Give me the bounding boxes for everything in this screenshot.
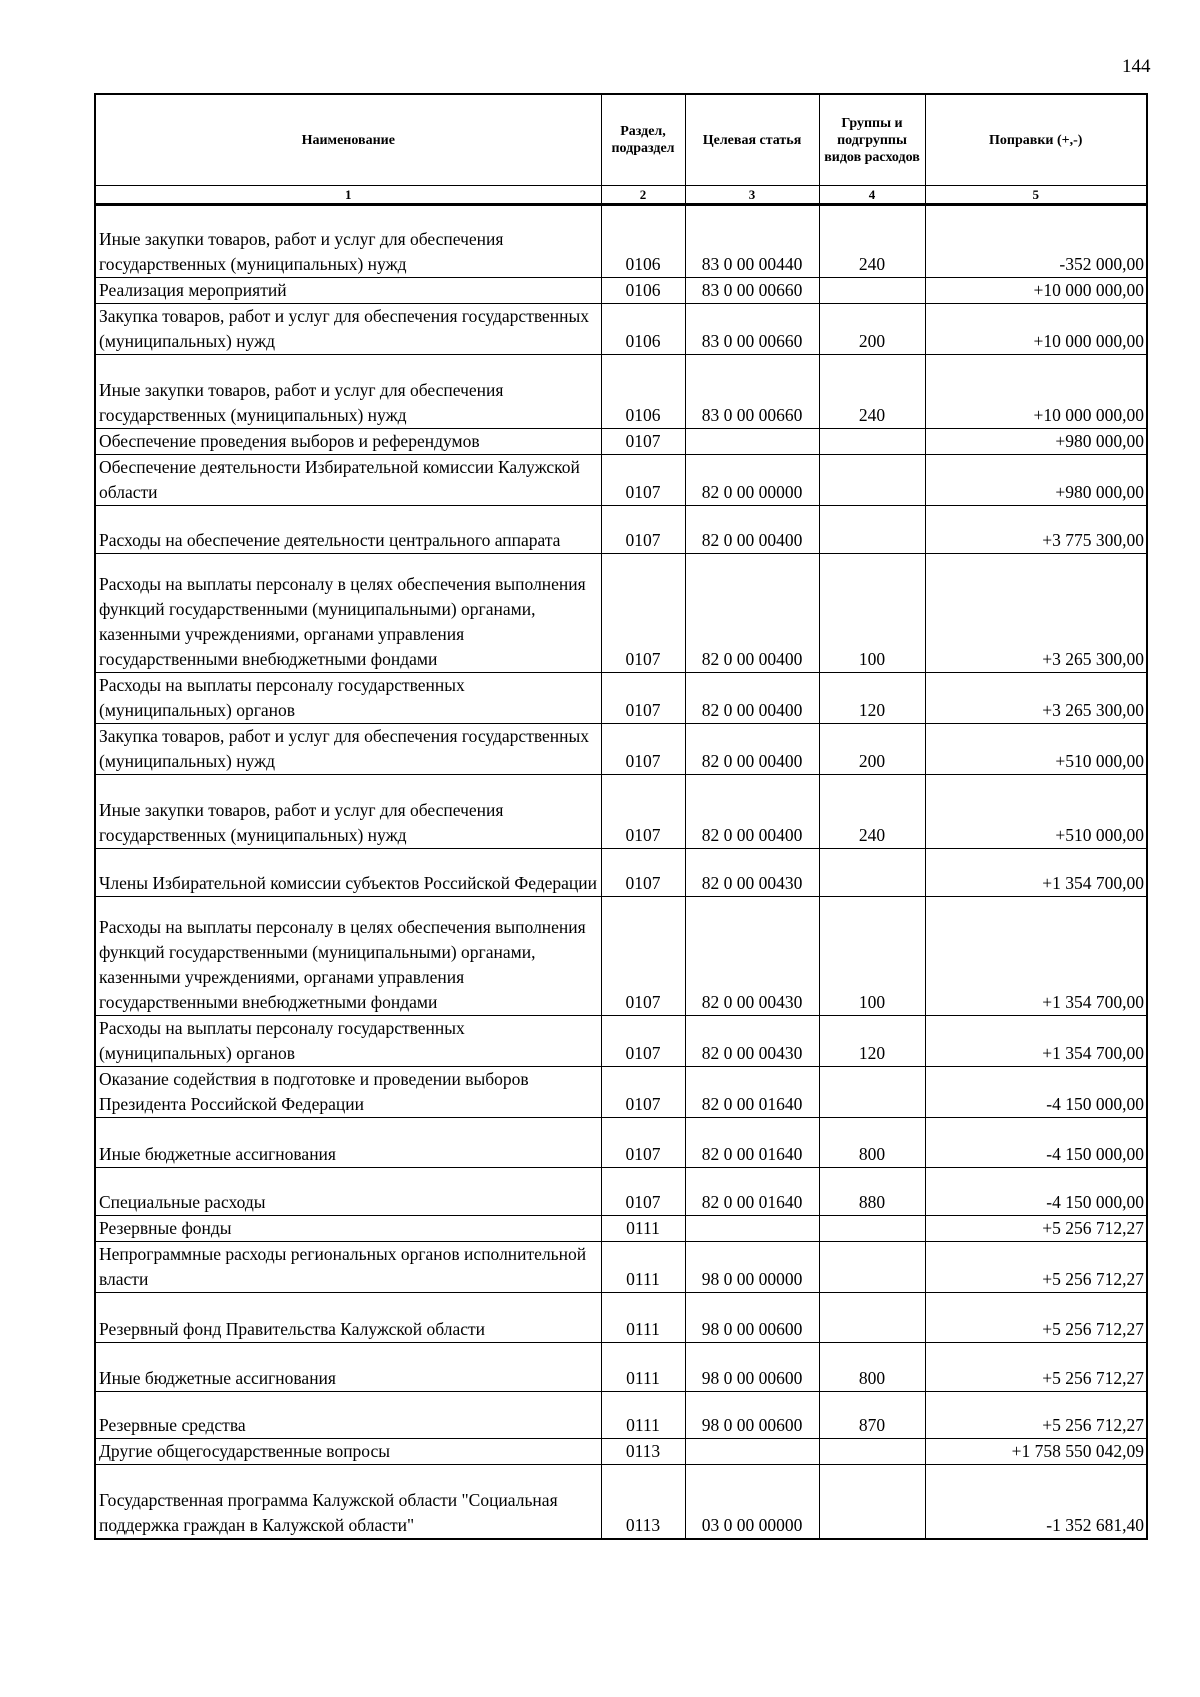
row-expense-group [819,506,925,554]
row-name: Резервные средства [95,1392,601,1439]
row-expense-group: 100 [819,554,925,673]
table-row [95,1343,1147,1392]
table-row [95,1392,1147,1439]
row-name: Иные бюджетные ассигнования [95,1118,601,1168]
table-row [95,724,1147,775]
row-expense-group: 240 [819,775,925,849]
row-expense-group: 240 [819,205,925,278]
row-amount: -4 150 000,00 [925,1168,1147,1216]
table-row [95,506,1147,554]
row-target-article: 82 0 00 00430 [685,897,819,1016]
row-expense-group: 800 [819,1118,925,1168]
row-amount: +5 256 712,27 [925,1216,1147,1242]
row-target-article: 83 0 00 00660 [685,278,819,304]
table-row [95,1067,1147,1118]
row-amount: +1 354 700,00 [925,897,1147,1016]
row-name: Обеспечение проведения выборов и референдумов [95,429,601,455]
row-expense-group: 120 [819,1016,925,1067]
row-section: 0107 [601,849,685,897]
row-expense-group: 870 [819,1392,925,1439]
row-target-article: 98 0 00 00600 [685,1343,819,1392]
header-number-4: 4 [819,186,925,205]
row-target-article: 82 0 00 00000 [685,455,819,506]
row-name: Другие общегосударственные вопросы [95,1439,601,1465]
row-expense-group [819,849,925,897]
row-section: 0107 [601,1016,685,1067]
row-amount: +1 758 550 042,09 [925,1439,1147,1465]
table-row [95,1293,1147,1343]
row-name: Расходы на выплаты персоналу государственных (муниципальных) органов [95,1016,601,1067]
row-expense-group: 200 [819,304,925,355]
row-section: 0106 [601,304,685,355]
row-expense-group [819,429,925,455]
row-target-article: 82 0 00 00430 [685,849,819,897]
row-target-article: 83 0 00 00660 [685,355,819,429]
row-amount: +3 775 300,00 [925,506,1147,554]
row-expense-group: 880 [819,1168,925,1216]
row-target-article: 82 0 00 00400 [685,673,819,724]
row-expense-group [819,1439,925,1465]
table-row [95,1465,1147,1539]
row-section: 0107 [601,897,685,1016]
row-name: Специальные расходы [95,1168,601,1216]
row-section: 0113 [601,1465,685,1539]
header-amendments: Поправки (+,-) [925,94,1147,186]
row-expense-group: 100 [819,897,925,1016]
row-amount: -4 150 000,00 [925,1118,1147,1168]
row-name: Иные закупки товаров, работ и услуг для обеспечения государственных (муниципальных) нужд [95,205,601,278]
row-section: 0106 [601,205,685,278]
row-section: 0107 [601,724,685,775]
row-target-article: 82 0 00 01640 [685,1067,819,1118]
row-name: Иные закупки товаров, работ и услуг для обеспечения государственных (муниципальных) нужд [95,355,601,429]
header-target-article: Целевая статья [685,94,819,186]
table-body [95,205,1147,1539]
row-amount: +510 000,00 [925,775,1147,849]
table-row [95,355,1147,429]
row-target-article: 82 0 00 00400 [685,724,819,775]
row-name: Непрограммные расходы региональных органов исполнительной власти [95,1242,601,1293]
table-row [95,897,1147,1016]
row-name: Расходы на выплаты персоналу в целях обеспечения выполнения функций государственными (муниципальными) органами, казенными учреждениями, органами управления государственными внебюджетными фондами [95,897,601,1016]
row-section: 0107 [601,775,685,849]
row-amount: +1 354 700,00 [925,1016,1147,1067]
row-section: 0107 [601,506,685,554]
table-row [95,1242,1147,1293]
row-expense-group [819,1216,925,1242]
row-amount: +10 000 000,00 [925,278,1147,304]
table-row [95,1439,1147,1465]
row-amount: +5 256 712,27 [925,1293,1147,1343]
budget-table [94,93,1148,1540]
row-expense-group [819,1293,925,1343]
row-name: Резервный фонд Правительства Калужской области [95,1293,601,1343]
header-number-3: 3 [685,186,819,205]
row-target-article: 82 0 00 00400 [685,775,819,849]
row-section: 0107 [601,1118,685,1168]
row-target-article: 03 0 00 00000 [685,1465,819,1539]
row-name: Закупка товаров, работ и услуг для обеспечения государственных (муниципальных) нужд [95,304,601,355]
row-name: Оказание содействия в подготовке и проведении выборов Президента Российской Федерации [95,1067,601,1118]
row-section: 0111 [601,1293,685,1343]
row-section: 0111 [601,1392,685,1439]
row-amount: +5 256 712,27 [925,1392,1147,1439]
row-target-article: 82 0 00 01640 [685,1168,819,1216]
row-expense-group [819,1465,925,1539]
row-target-article [685,1216,819,1242]
header-number-2: 2 [601,186,685,205]
row-expense-group: 240 [819,355,925,429]
row-target-article: 82 0 00 01640 [685,1118,819,1168]
page-number: 144 [1122,56,1151,77]
row-name: Резервные фонды [95,1216,601,1242]
row-section: 0107 [601,1067,685,1118]
row-section: 0107 [601,429,685,455]
row-target-article: 82 0 00 00430 [685,1016,819,1067]
row-target-article: 82 0 00 00400 [685,554,819,673]
row-expense-group: 120 [819,673,925,724]
row-target-article: 82 0 00 00400 [685,506,819,554]
row-name: Государственная программа Калужской области "Социальная поддержка граждан в Калужской области" [95,1465,601,1539]
row-amount: +3 265 300,00 [925,673,1147,724]
row-amount: +1 354 700,00 [925,849,1147,897]
row-amount: +3 265 300,00 [925,554,1147,673]
row-section: 0106 [601,355,685,429]
row-section: 0111 [601,1343,685,1392]
row-section: 0111 [601,1216,685,1242]
table-row [95,1216,1147,1242]
row-section: 0107 [601,673,685,724]
row-target-article: 83 0 00 00440 [685,205,819,278]
table-row [95,1168,1147,1216]
row-target-article: 98 0 00 00000 [685,1242,819,1293]
row-target-article: 98 0 00 00600 [685,1392,819,1439]
row-name: Члены Избирательной комиссии субъектов Российской Федерации [95,849,601,897]
row-section: 0107 [601,554,685,673]
row-expense-group [819,1067,925,1118]
row-target-article: 83 0 00 00660 [685,304,819,355]
header-number-5: 5 [925,186,1147,205]
row-amount: +980 000,00 [925,429,1147,455]
table-row [95,775,1147,849]
row-amount: -352 000,00 [925,205,1147,278]
row-amount: +10 000 000,00 [925,304,1147,355]
row-name: Иные бюджетные ассигнования [95,1343,601,1392]
table-row [95,429,1147,455]
table-row [95,673,1147,724]
row-amount: -1 352 681,40 [925,1465,1147,1539]
row-expense-group [819,455,925,506]
row-amount: +5 256 712,27 [925,1343,1147,1392]
header-expense-group: Группы и подгруппы видов расходов [819,94,925,186]
row-expense-group: 800 [819,1343,925,1392]
table-row [95,304,1147,355]
table-row [95,554,1147,673]
row-name: Реализация мероприятий [95,278,601,304]
row-target-article [685,1439,819,1465]
table-row [95,1016,1147,1067]
row-target-article: 98 0 00 00600 [685,1293,819,1343]
row-amount: +5 256 712,27 [925,1242,1147,1293]
row-section: 0107 [601,455,685,506]
row-name: Обеспечение деятельности Избирательной комиссии Калужской области [95,455,601,506]
row-name: Расходы на обеспечение деятельности центрального аппарата [95,506,601,554]
table-row [95,278,1147,304]
header-name: Наименование [95,94,601,186]
row-name: Расходы на выплаты персоналу государственных (муниципальных) органов [95,673,601,724]
row-expense-group [819,1242,925,1293]
row-expense-group [819,278,925,304]
row-section: 0106 [601,278,685,304]
table-row [95,205,1147,278]
header-number-1: 1 [95,186,601,205]
row-amount: -4 150 000,00 [925,1067,1147,1118]
row-section: 0107 [601,1168,685,1216]
table-row [95,455,1147,506]
row-target-article [685,429,819,455]
row-section: 0111 [601,1242,685,1293]
table-row [95,849,1147,897]
row-amount: +510 000,00 [925,724,1147,775]
table-row [95,1118,1147,1168]
row-name: Расходы на выплаты персоналу в целях обеспечения выполнения функций государственными (муниципальными) органами, казенными учреждениями, органами управления государственными внебюджетными фондами [95,554,601,673]
row-name: Закупка товаров, работ и услуг для обеспечения государственных (муниципальных) нужд [95,724,601,775]
row-name: Иные закупки товаров, работ и услуг для обеспечения государственных (муниципальных) нужд [95,775,601,849]
row-section: 0113 [601,1439,685,1465]
row-amount: +980 000,00 [925,455,1147,506]
header-section: Раздел, подраздел [601,94,685,186]
row-amount: +10 000 000,00 [925,355,1147,429]
row-expense-group: 200 [819,724,925,775]
